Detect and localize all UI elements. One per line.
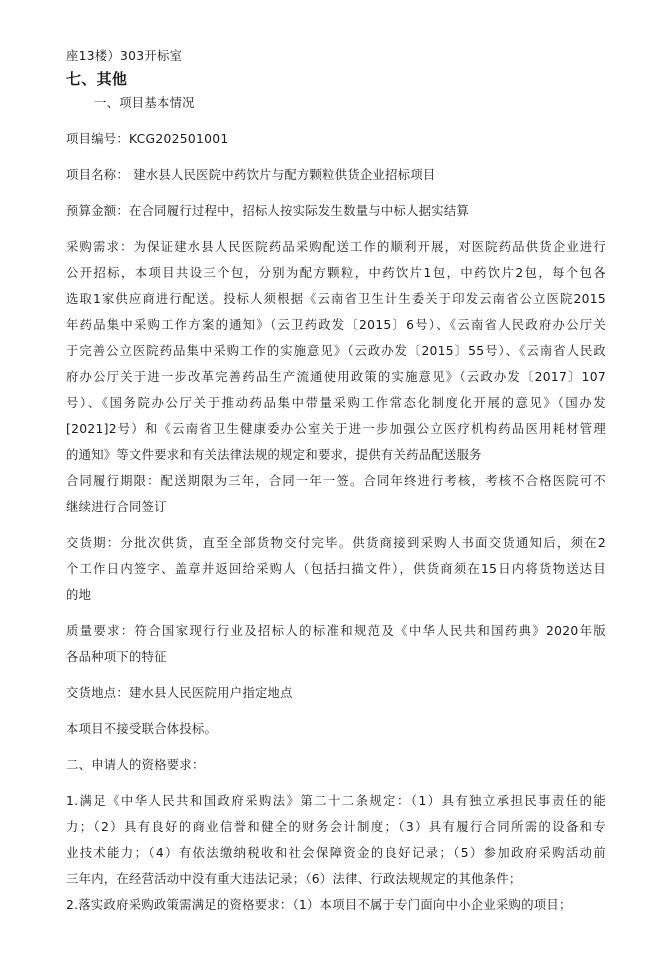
consortium-note: 本项目不接受联合体投标。	[66, 722, 218, 736]
contract-period	[66, 468, 606, 520]
paragraph-line: 1.满足《中华人民共和国政府采购法》第二十二条规定：（1）具有独立承担民事责任的能	[66, 794, 606, 808]
paragraph-line: 的通知》等文件要求和有关法律法规的规定和要求，提供有关药品配送服务	[66, 448, 482, 462]
delivery-period	[66, 530, 606, 608]
paragraph-line: 质量要求：符合国家现行行业及招标人的标准和规范及《中华人民共和国药典》2020年版	[66, 624, 606, 638]
paragraph-line: 府办公厅关于进一步改革完善药品生产流通使用政策的实施意见》（云政办发〔2017〕107	[66, 370, 606, 384]
paragraph-line: 各品种项下的特征	[66, 650, 167, 664]
paragraph-line: 三年内，在经营活动中没有重大违法记录；（6）法律、行政法规规定的其他条件；	[66, 872, 522, 886]
paragraph-line: 交货期：分批次供货，直至全部货物交付完毕。供货商接到采购人书面交货通知后，须在2	[66, 536, 606, 550]
paragraph-line: 公开招标，本项目共设三个包，分别为配方颗粒，中药饮片1包，中药饮片2包，每个包各	[66, 266, 606, 280]
project-name: 项目名称： 建水县人民医院中药饮片与配方颗粒供货企业招标项目	[66, 168, 436, 182]
paragraph-line: [2021]2号）和《云南省卫生健康委办公室关于进一步加强公立医疗机构药品医用耗材管理	[66, 422, 606, 436]
paragraph-line: 继续进行合同签订	[66, 500, 167, 514]
paragraph-line: 业技术能力；（4）有依法缴纳税收和社会保障资金的良好记录；（5）参加政府采购活动前	[66, 846, 606, 860]
project-number: 项目编号：KCG202501001	[66, 132, 229, 146]
quality-requirement	[66, 618, 606, 670]
address-line: 座13楼）303开标室	[66, 49, 183, 63]
paragraph-line: 于完善公立医院药品集中采购工作的实施意见》（云政办发〔2015〕55号）、《云南省人民政	[66, 344, 606, 358]
paragraph-line: 合同履行期限：配送期限为三年，合同一年一签。合同年终进行考核，考核不合格医院可不	[66, 474, 606, 488]
qualification-heading: 二、申请人的资格要求：	[66, 758, 205, 772]
budget-amount: 预算金额：在合同履行过程中，招标人按实际发生数量与中标人据实结算	[66, 204, 470, 218]
paragraph-line: 力；（2）具有良好的商业信誉和健全的财务会计制度；（3）具有履行合同所需的设备和专	[66, 820, 606, 834]
paragraph-line: 个工作日内签字、盖章并返回给采购人（包括扫描文件），供货商须在15日内将货物送达目	[66, 562, 606, 576]
paragraph-line: 年药品集中采购工作方案的通知》（云卫药政发〔2015〕6号）、《云南省人民政府办公厅关	[66, 318, 606, 332]
sub-heading: 一、项目基本情况	[94, 96, 195, 110]
paragraph-line: 号）、《国务院办公厅关于推动药品集中带量采购工作常态化制度化开展的意见》（国办发	[66, 396, 606, 410]
paragraph-line: 选取1家供应商进行配送。投标人须根据《云南省卫生计生委关于印发云南省公立医院2015	[66, 292, 606, 306]
procurement-requirement	[66, 234, 606, 468]
paragraph-line: 的地	[66, 588, 92, 602]
qualification-item-1	[66, 788, 606, 892]
section-heading: 七、其他	[66, 70, 128, 88]
qualification-item-2: 2.落实政府采购政策需满足的资格要求：（1）本项目不属于专门面向中小企业采购的项目；	[66, 898, 572, 912]
document-body	[66, 44, 606, 918]
paragraph-line: 采购需求：为保证建水县人民医院药品采购配送工作的顺利开展，对医院药品供货企业进行	[66, 240, 606, 254]
delivery-location: 交货地点：建水县人民医院用户指定地点	[66, 686, 293, 700]
